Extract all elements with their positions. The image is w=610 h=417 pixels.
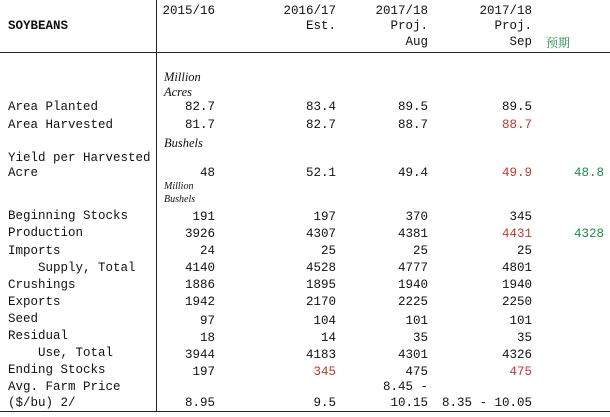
cell: 82.7: [184, 100, 215, 114]
cell: 4801: [501, 261, 532, 275]
cell: 1940: [397, 278, 428, 292]
cell: 4307: [305, 227, 336, 241]
cell: 101: [405, 314, 428, 328]
cell: 8.35 - 10.05: [441, 396, 532, 410]
cell: 2225: [397, 295, 428, 309]
row-label: Area Planted: [8, 100, 99, 114]
unit-bushels: Bushels: [164, 136, 203, 150]
cell: 345: [509, 210, 532, 224]
cell: 4301: [397, 348, 428, 362]
row-label: Beginning Stocks: [8, 209, 129, 223]
cell: 89.5: [397, 100, 428, 114]
col-header-2016-year: 2016/17: [283, 4, 336, 18]
cell: 1886: [184, 278, 215, 292]
cell: 97: [199, 314, 215, 328]
cell-highlighted: 49.9: [501, 166, 532, 180]
unit-million: Million: [164, 70, 201, 84]
cell: 18: [199, 331, 215, 345]
cell: 370: [405, 210, 428, 224]
col-header-aug-year: 2017/18: [375, 4, 428, 18]
cell-highlighted: 4431: [501, 227, 532, 241]
forecast-value: 4328: [573, 227, 604, 241]
unit-million-2: Million: [164, 181, 194, 192]
cell: 4183: [305, 348, 336, 362]
row-label-cont: ($/bu) 2/: [8, 396, 76, 410]
bottom-rule: [0, 411, 610, 412]
cell: 9.5: [313, 396, 336, 410]
col-header-aug-month: Aug: [405, 35, 428, 49]
row-label: Crushings: [8, 278, 76, 292]
row-label: Exports: [8, 295, 61, 309]
cell: 197: [313, 210, 336, 224]
cell: 2170: [305, 295, 336, 309]
row-label: Area Harvested: [8, 118, 114, 132]
cell: 475: [405, 365, 428, 379]
cell: 101: [509, 314, 532, 328]
col-header-aug-proj: Proj.: [390, 19, 428, 33]
cell: 8.95: [184, 396, 215, 410]
col-header-sep-year: 2017/18: [479, 4, 532, 18]
row-label: Ending Stocks: [8, 363, 106, 377]
cell: 82.7: [305, 118, 336, 132]
forecast-label: 预期: [546, 36, 571, 50]
cell: 49.4: [397, 166, 428, 180]
row-label-cont: Acre: [8, 166, 39, 180]
cell-highlighted: 345: [313, 365, 336, 379]
row-label: Seed: [8, 312, 39, 326]
cell: 88.7: [397, 118, 428, 132]
cell: 4326: [501, 348, 532, 362]
cell: 3944: [184, 348, 215, 362]
cell: 104: [313, 314, 336, 328]
table-title: SOYBEANS: [8, 19, 69, 33]
cell: 25: [516, 244, 532, 258]
cell: 35: [412, 331, 428, 345]
cell: 14: [320, 331, 336, 345]
row-label: Supply, Total: [38, 261, 136, 275]
row-label: Production: [8, 226, 84, 240]
cell: 1942: [184, 295, 215, 309]
col-header-2015: 2015/16: [162, 4, 215, 18]
cell: 1895: [305, 278, 336, 292]
header-rule: [0, 52, 610, 53]
cell: 89.5: [501, 100, 532, 114]
cell-highlighted: 475: [509, 365, 532, 379]
cell: 4528: [305, 261, 336, 275]
row-label: Imports: [8, 244, 61, 258]
cell: 4381: [397, 227, 428, 241]
row-label: Avg. Farm Price: [8, 380, 121, 394]
cell: 35: [516, 331, 532, 345]
cell: 4777: [397, 261, 428, 275]
forecast-value: 48.8: [573, 166, 604, 180]
row-label: Residual: [8, 329, 69, 343]
row-label: Use, Total: [38, 346, 114, 360]
col-header-sep-month: Sep: [509, 35, 532, 49]
cell: 3926: [184, 227, 215, 241]
cell: 2250: [501, 295, 532, 309]
col-header-2016-est: Est.: [305, 19, 336, 33]
unit-bushels-2: Bushels: [164, 194, 196, 205]
cell-highlighted: 88.7: [501, 118, 532, 132]
col-header-sep-proj: Proj.: [494, 19, 532, 33]
cell: 1940: [501, 278, 532, 292]
row-label: Yield per Harvested: [8, 151, 151, 165]
cell: 4140: [184, 261, 215, 275]
cell: 24: [199, 244, 215, 258]
cell: 25: [412, 244, 428, 258]
unit-acres: Acres: [164, 85, 192, 99]
cell: 191: [192, 210, 215, 224]
cell: 197: [192, 365, 215, 379]
cell: 10.15: [390, 396, 428, 410]
cell: 8.45 -: [382, 380, 428, 394]
cell: 83.4: [305, 100, 336, 114]
cell: 81.7: [184, 118, 215, 132]
cell: 25: [320, 244, 336, 258]
cell: 48: [199, 166, 215, 180]
cell: 52.1: [305, 166, 336, 180]
